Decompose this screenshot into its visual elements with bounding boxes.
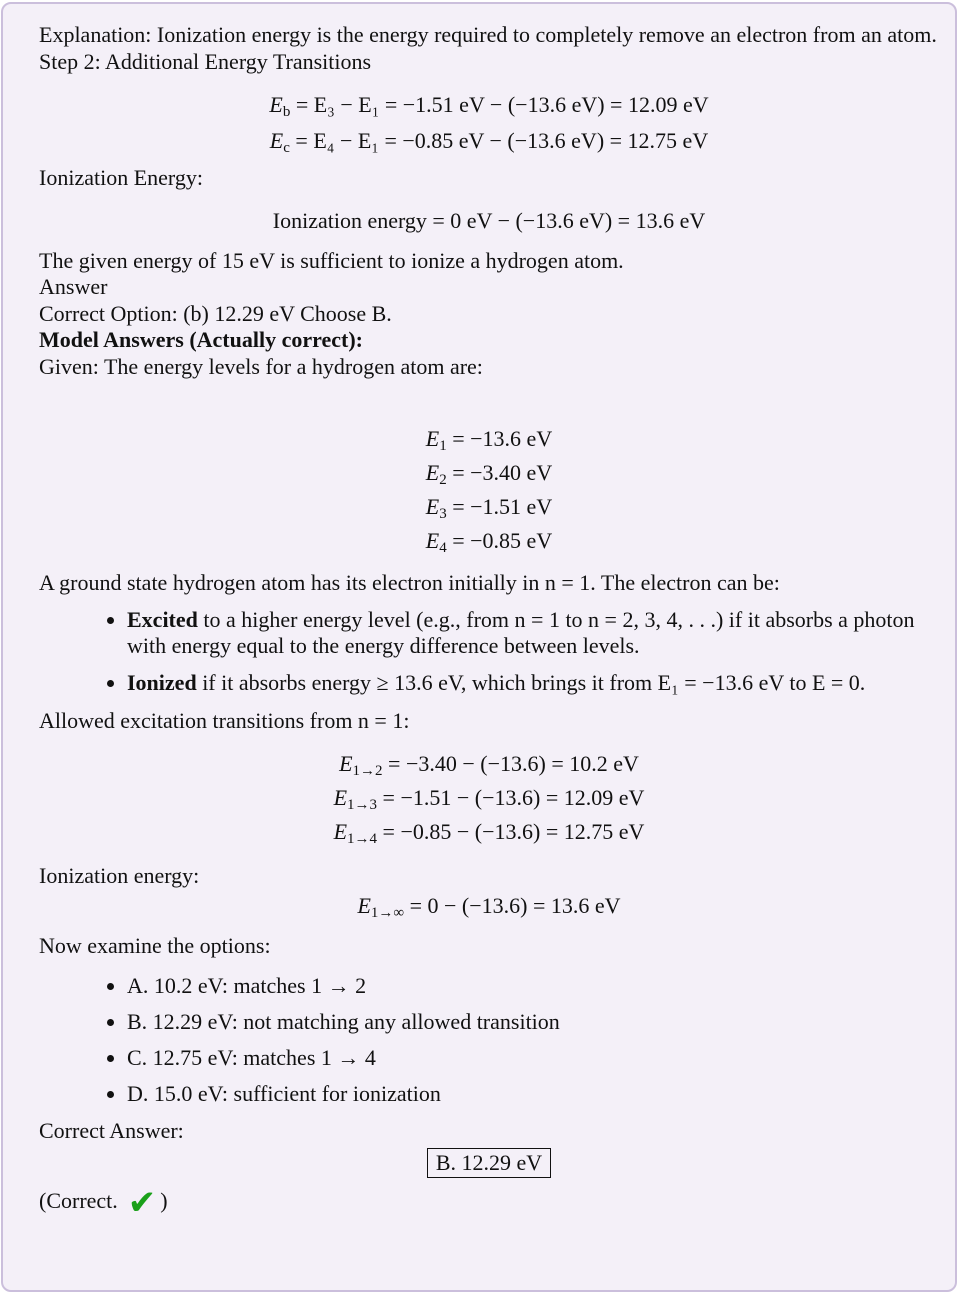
options-list <box>39 968 939 1112</box>
explanation-lead: Explanation: Ionization energy is the energy required to completely remove an electron from an atom. <box>39 22 937 47</box>
correct-answer-box: B. 12.29 eV <box>427 1148 551 1178</box>
correct-answer-label: Correct Answer: <box>39 1117 184 1143</box>
options-label: Now examine the options: <box>39 933 271 958</box>
allowed-transitions <box>39 747 939 849</box>
transition-1-4: $E_{1\to 4} = -0.85 - (-13.6) = 12.75$ eV <box>333 818 645 847</box>
energy-level-3: $E_3 = -1.51$ eV <box>425 494 553 522</box>
list-item: • Ionized if it absorbs energy ≥ 13.6 eV, which brings it from E₁ = −13.6 eV to E = 0. <box>127 670 939 697</box>
transition-1-3: $E_{1\to 3} = -1.51 - (-13.6) = 12.09$ eV <box>333 784 645 813</box>
energy-levels <box>39 422 939 558</box>
card-content <box>39 22 939 1222</box>
electron-outcomes-list <box>39 607 939 697</box>
step2-heading: Step 2: Additional Energy Transitions <box>39 48 372 74</box>
correct-option: Correct Option: (b) 12.29 eV Choose B. <box>39 300 392 326</box>
energy-level-1: $E_1 = -13.6$ eV <box>425 426 553 454</box>
list-item: • C. 12.75 eV: matches 1 → 4 <box>127 1040 939 1076</box>
model-ionization-label: Ionization energy: <box>39 862 200 888</box>
model-ionization-equation: $E_{1\to\infty} = 0 - (-13.6) = 13.6$ eV <box>357 893 621 921</box>
ionization-energy-label: Ionization Energy: <box>39 165 203 190</box>
energy-level-4: $E_4 = -0.85$ eV <box>425 528 553 556</box>
verdict: (Correct. ✔ ) <box>39 1185 168 1222</box>
equation-ec: $E_c = E_4 - E_1 = -0.85$ eV − (−13.6 eV) = 12.75 eV <box>269 128 709 156</box>
response-card <box>1 2 957 1292</box>
list-item: • Excited to a higher energy level (e.g., from n = 1 to n = 2, 3, 4, . . .) if it absorbs a photon with energy equal to the energy difference between levels. <box>127 607 939 660</box>
check-mark-icon: ✔ <box>127 1185 157 1222</box>
transition-equations <box>39 87 939 159</box>
equation-eb: $E_b = E_3 - E_1 = -1.51$ eV − (−13.6 eV) = 12.09 eV <box>269 92 709 120</box>
list-item: • D. 15.0 eV: sufficient for ionization <box>127 1076 939 1112</box>
transition-1-2: $E_{1\to 2} = -3.40 - (-13.6) = 10.2$ eV <box>339 750 639 779</box>
sufficient-statement: The given energy of 15 eV is sufficient to ionize a hydrogen atom. <box>39 247 624 273</box>
given-statement: Given: The energy levels for a hydrogen atom are: <box>39 353 483 379</box>
list-item: • A. 10.2 eV: matches 1 → 2 <box>127 968 939 1004</box>
allowed-transitions-label: Allowed excitation transitions from n = 1: <box>39 708 410 733</box>
ionization-equation: Ionization energy = 0 eV − (−13.6 eV) = 13.6 eV <box>272 207 706 233</box>
list-item: • B. 12.29 eV: not matching any allowed transition <box>127 1004 939 1040</box>
answer-label: Answer <box>39 274 108 299</box>
correct-answer-box-wrap <box>39 1148 939 1178</box>
energy-level-2: $E_2 = -3.40$ eV <box>425 460 553 488</box>
model-answers-heading: Model Answers (Actually correct): <box>39 327 363 352</box>
ground-state-statement: A ground state hydrogen atom has its electron initially in n = 1. The electron can be: <box>39 570 780 595</box>
